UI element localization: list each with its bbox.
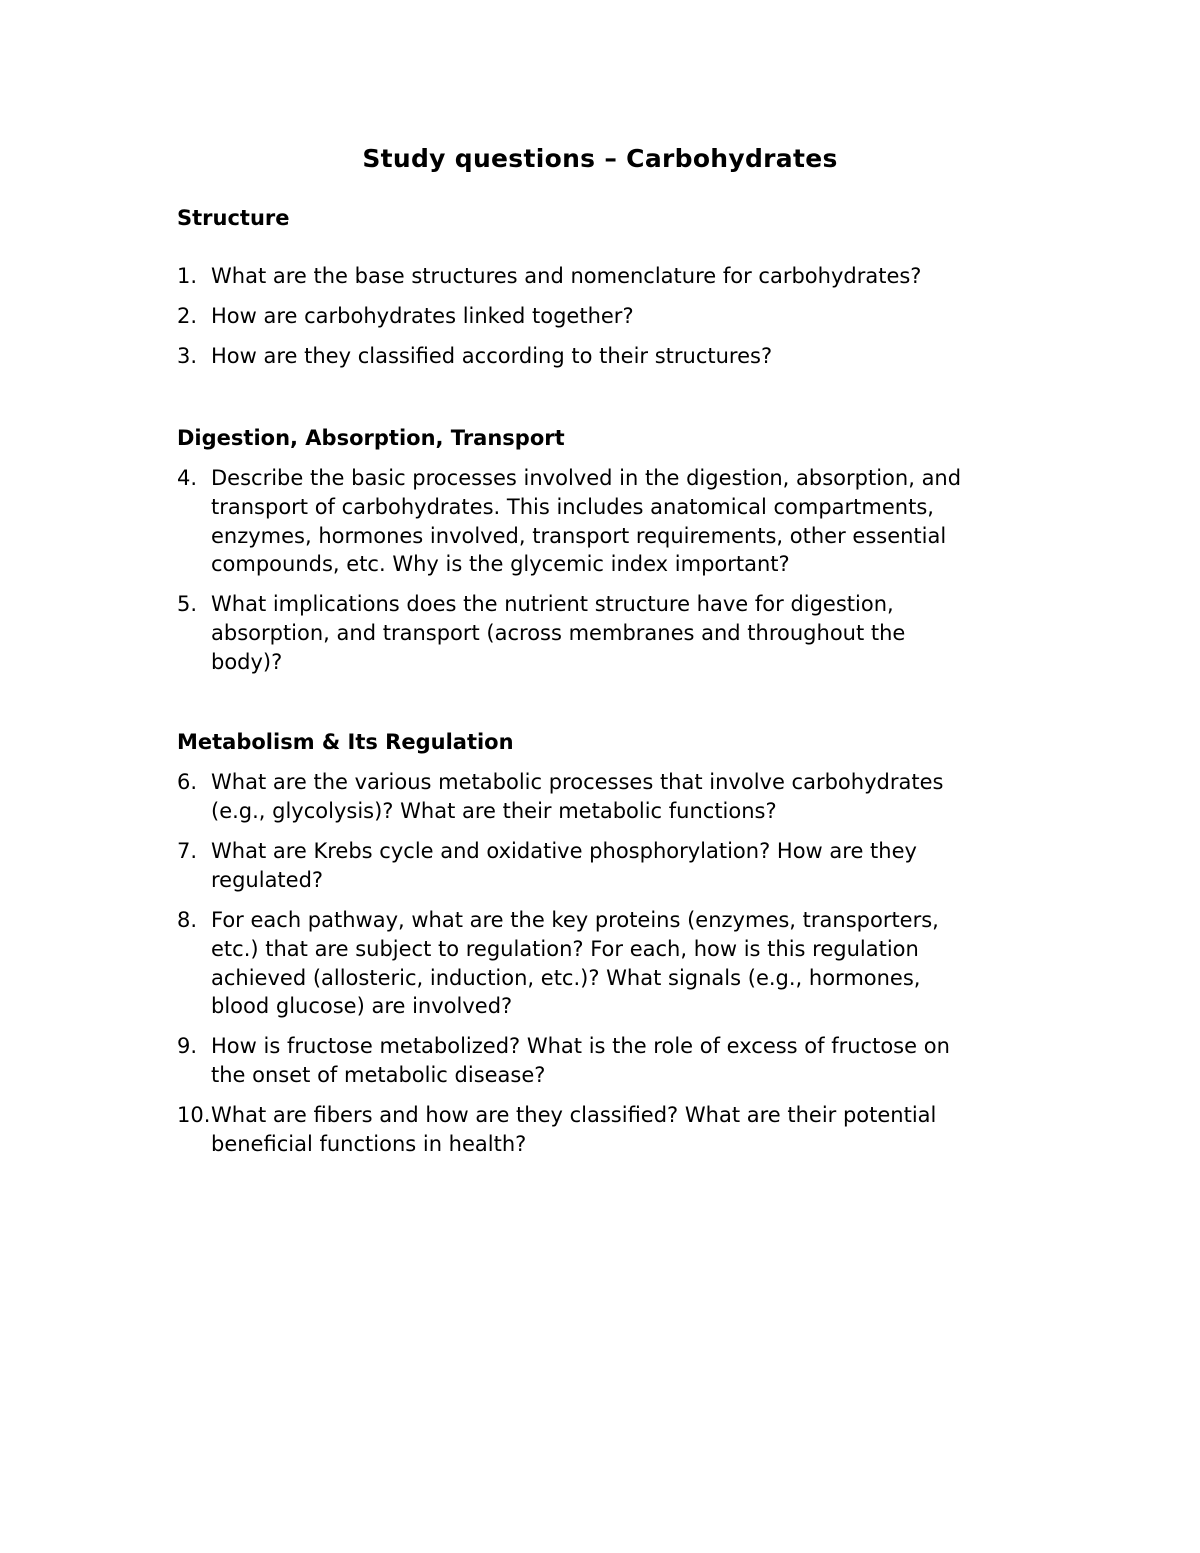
question-number: 1. <box>177 264 198 288</box>
question-item <box>177 302 1077 331</box>
question-number: 9. <box>177 1034 198 1058</box>
question-item <box>177 1101 1077 1159</box>
question-text: What are fibers and how are they classified? What are their potential beneficial functions in health? <box>211 1103 937 1156</box>
question-text: Describe the basic processes involved in the digestion, absorption, and transport of carbohydrates. This includes anatomical compartments, enzymes, hormones involved, transport requirements, other essential compounds, etc. Why is the glycemic index important? <box>211 466 962 577</box>
question-text: What implications does the nutrient structure have for digestion, absorption, and transport (across membranes and throughout the body)? <box>211 592 906 674</box>
question-number: 5. <box>177 592 198 616</box>
question-item <box>177 768 1077 826</box>
question-number: 2. <box>177 304 198 328</box>
section-heading-metabolism: Metabolism & Its Regulation <box>177 730 514 754</box>
question-item <box>177 342 1077 371</box>
question-text: What are the various metabolic processes that involve carbohydrates (e.g., glycolysis)? What are their metabolic functions? <box>211 770 944 823</box>
question-number: 3. <box>177 344 198 368</box>
question-text: For each pathway, what are the key proteins (enzymes, transporters, etc.) that are subject to regulation? For each, how is this regulation achieved (allosteric, induction, etc.)? What signals (e.g., hormones, blood glucose) are involved? <box>211 908 939 1019</box>
question-item <box>177 262 1077 291</box>
question-text: What are Krebs cycle and oxidative phosphorylation? How are they regulated? <box>211 839 917 892</box>
question-number: 6. <box>177 770 198 794</box>
question-text: What are the base structures and nomenclature for carbohydrates? <box>211 264 922 288</box>
section-heading-structure: Structure <box>177 206 290 230</box>
question-number: 10. <box>177 1103 211 1127</box>
question-item <box>177 906 1077 1021</box>
question-number: 8. <box>177 908 198 932</box>
question-item <box>177 464 1077 579</box>
question-text: How is fructose metabolized? What is the role of excess of fructose on the onset of metabolic disease? <box>211 1034 950 1087</box>
question-text: How are carbohydrates linked together? <box>211 304 634 328</box>
question-item <box>177 837 1077 895</box>
section-heading-digestion: Digestion, Absorption, Transport <box>177 426 565 450</box>
question-item <box>177 590 1077 676</box>
question-item <box>177 1032 1077 1090</box>
question-number: 4. <box>177 466 198 490</box>
question-number: 7. <box>177 839 198 863</box>
document-title: Study questions – Carbohydrates <box>362 144 838 173</box>
question-text: How are they classified according to their structures? <box>211 344 773 368</box>
